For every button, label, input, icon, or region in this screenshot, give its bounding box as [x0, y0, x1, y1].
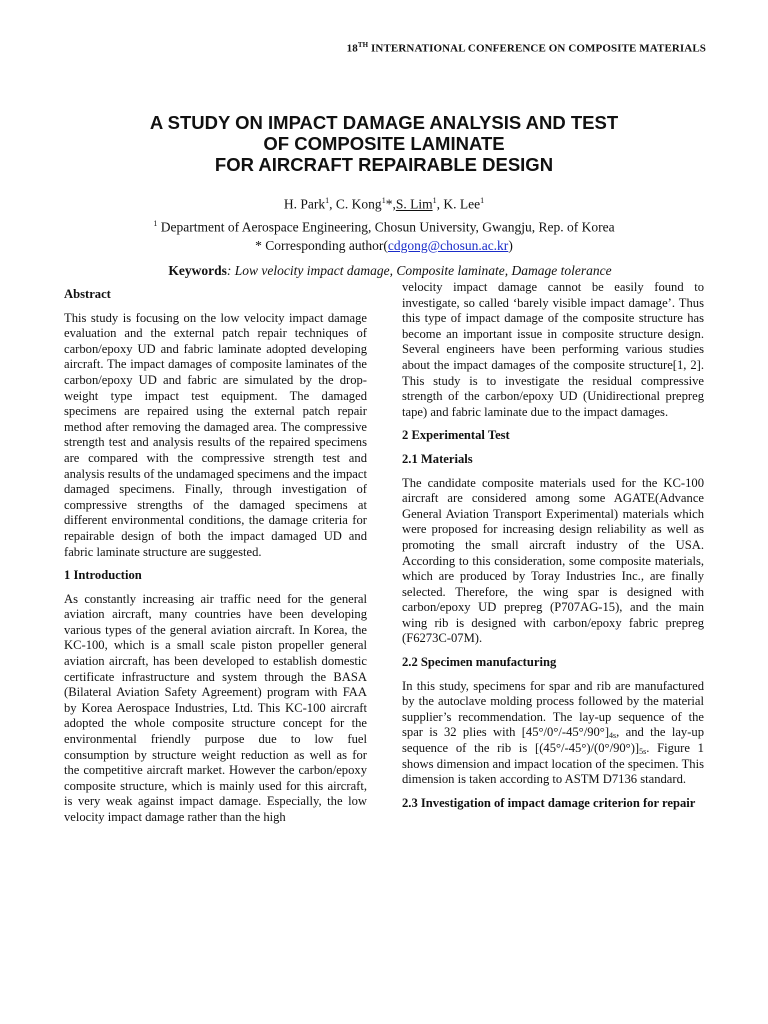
corresponding-author: * Corresponding author(cdgong@chosun.ac.kr): [255, 238, 513, 253]
author-list: H. Park$^1$, C. Kong$^1$*,S. Lim$^1$, K. Lee$^1$: [283, 196, 485, 212]
introduction-body: As constantly increasing air traffic need for the general aviation aircraft, many countries have been developing various types of the general aviation aircraft. In Korea, the KC-100, which is a small scale piston propeller general aviation aircraft, has been developed to establish domestic certificate infrastructure and system through the BASA (Bilateral Aviation Safety Agreement) program with FAA by Korea Aerospace Industries, Ltd. This KC-100 aircraft adopted the whole composite structure concept for the environmental friendly purpose due to low fuel consumption by structure weight reduction as well as for the competitive aircraft market. However the carbon/epoxy composite structure, which is mainly used for this aircraft, is very weak against impact damage. Especially, the low velocity impact damage rather than the high: [64, 591, 367, 824]
title-line-1: A STUDY ON IMPACT DAMAGE ANALYSIS AND TEST: [149, 112, 619, 133]
affiliation: $^1$ Department of Aerospace Engineering, Chosun University, Gwangju, Rep. of Korea: [153, 218, 615, 234]
introduction-heading: 1 Introduction: [64, 568, 142, 583]
abstract-body: This study is focusing on the low velocity impact damage evaluation and the external patch repair techniques of carbon/epoxy UD and fabric laminate adopted developing aircraft. The impact damages of composite laminates of the carbon/epoxy UD and fabric are simulated by the drop-weight type impact test equipment. The damaged specimens are repaired using the external patch repair method after removing the damaged area. The compressive strength test and analysis results of the repaired specimens are compared with the compressive strength test and analysis results of the undamaged specimens and the impact damaged specimens. Finally, through investigation of compressive strengths of the damaged specimens at different environmental conditions, the damage criteria for repairable design of both the impact damaged UD and fabric laminate structure are suggested.: [64, 310, 367, 559]
left-column: [64, 287, 367, 826]
experimental-heading: 2 Experimental Test: [402, 428, 510, 443]
keywords-line: Keywords: Low velocity impact damage, Composite laminate, Damage tolerance: [168, 263, 612, 278]
materials-heading: 2.1 Materials: [402, 451, 473, 466]
right-column: [402, 280, 704, 811]
paper-title: [0, 112, 768, 175]
specimen-body: In this study, specimens for spar and rib are manufactured by the autoclave molding process followed by the material supplier’s recommendation. The lay-up sequence of the spar is 32 plies with $[45^\circ/0^\circ/-45^\circ/90^\circ]_{4s}$, and the lay-up sequence of the rib is $[(45^\circ/-45^\circ)/(0^\circ/90^\circ)]_{5s}$. Figure 1 shows dimension and impact location of the specimen. This dimension is taken according to ASTM D7136 standard.: [402, 678, 704, 787]
title-line-2: OF COMPOSITE LAMINATE: [263, 133, 505, 154]
materials-body: The candidate composite materials used for the KC-100 aircraft are considered among some AGATE(Advance General Aviation Transport Experimental) materials which were proposed for increasing design reliability as well as promoting the small aircraft industry of the USA. According to this consideration, some composite materials, which are produced by Toray Industries Inc., are finally selected. Therefore, the wing spar is designed with carbon/epoxy UD prepreg (P707AG-15), and the main wing rib is designed with carbon/epoxy fabric prepreg (F6273C-07M).: [402, 475, 704, 646]
author-block: [0, 191, 768, 255]
criterion-heading: 2.3 Investigation of impact damage criterion for repair: [402, 795, 696, 810]
email-link[interactable]: cdgong@chosun.ac.kr: [387, 238, 509, 253]
title-line-3: FOR AIRCRAFT REPAIRABLE DESIGN: [214, 154, 554, 175]
abstract-heading: Abstract: [64, 287, 111, 301]
specimen-heading: 2.2 Specimen manufacturing: [402, 655, 557, 670]
conference-header: 18TH INTERNATIONAL CONFERENCE ON COMPOSITE MATERIALS: [346, 41, 706, 55]
introduction-continued: velocity impact damage cannot be easily found to investigate, so called ‘barely visible impact damage’. Thus this type of impact damage of the composite structure has become an important issue in composite structure design. Several engineers have been performing various studies about the impact damages of the composite structure[1, 2]. This study is to investigate the residual compressive strength of the carbon/epoxy UD (Unidirectional prepreg tape) and fabric laminate due to the impact damages.: [402, 280, 704, 419]
